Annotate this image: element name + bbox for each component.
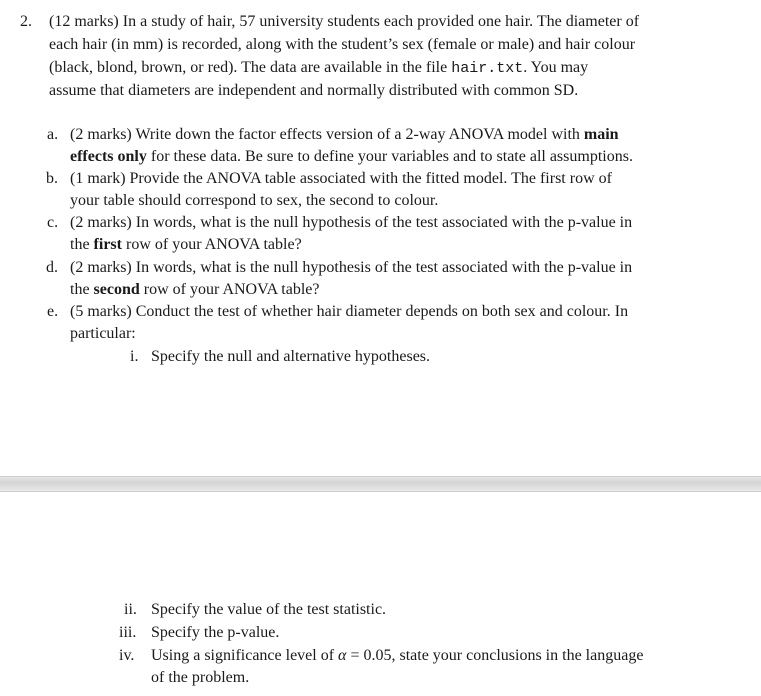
subpart-iv-text: Using a significance level of: [151, 647, 339, 664]
alpha-symbol: α: [338, 647, 347, 664]
part-a-line-1: [70, 124, 619, 146]
part-c-bold-first: first: [93, 236, 122, 253]
subpart-i-marker: i.: [130, 348, 139, 365]
intro-line-1: (12 marks) In a study of hair, 57 university students each provided one hair. The diameter of: [49, 13, 640, 30]
part-a-bold-effects-only: effects only: [70, 148, 147, 165]
subpart-ii-text: Specify the value of the test statistic.: [151, 601, 387, 618]
part-b-marker: b.: [46, 170, 58, 187]
intro-line-4: assume that diameters are independent and normally distributed with common SD.: [49, 82, 579, 99]
part-b-line-1: (1 mark) Provide the ANOVA table associated with the fitted model. The first row of: [70, 170, 612, 187]
subpart-iv-line-2: of the problem.: [151, 669, 250, 686]
part-c-text-2: row of your ANOVA table?: [121, 236, 302, 253]
part-c-text: the: [70, 236, 94, 253]
part-c-line-1: (2 marks) In words, what is the null hypothesis of the test associated with the p-value in: [70, 214, 633, 231]
subpart-iii-text: Specify the p-value.: [151, 624, 280, 641]
question-number: 2.: [20, 13, 32, 30]
part-d-bold-second: second: [93, 281, 140, 298]
data-filename: hair.txt: [451, 60, 524, 77]
part-b-line-2: your table should correspond to sex, the second to colour.: [70, 192, 439, 209]
part-c-marker: c.: [47, 214, 59, 231]
part-d-marker: d.: [46, 259, 58, 276]
intro-line-3-text: (black, blond, brown, or red). The data are available in the file: [49, 59, 452, 76]
part-d-line-2: [70, 279, 319, 301]
subpart-i-text: Specify the null and alternative hypotheses.: [151, 348, 431, 365]
part-a-bold-main: main: [583, 126, 619, 143]
intro-line-3-tail: . You may: [523, 59, 589, 76]
part-d-line-1: (2 marks) In words, what is the null hypothesis of the test associated with the p-value in: [70, 259, 633, 276]
part-a-text: (2 marks) Write down the factor effects version of a 2-way ANOVA model with: [70, 126, 584, 143]
part-a-line-2: [70, 146, 633, 168]
part-a-text-2: for these data. Be sure to define your variables and to state all assumptions.: [146, 148, 633, 165]
part-e-line-1: (5 marks) Conduct the test of whether hair diameter depends on both sex and colour. In: [70, 303, 629, 320]
subpart-iv-line-1: [151, 645, 643, 667]
subpart-iii-marker: iii.: [119, 624, 137, 641]
subpart-iv-text-2: = 0.05, state your conclusions in the language: [346, 647, 644, 664]
part-e-line-2: particular:: [70, 325, 136, 342]
intro-line-3: [49, 57, 588, 80]
part-d-text: the: [70, 281, 94, 298]
page-separator: [0, 476, 761, 492]
part-a-marker: a.: [47, 126, 59, 143]
intro-line-2: each hair (in mm) is recorded, along with the student’s sex (female or male) and hair colour: [49, 36, 636, 53]
part-c-line-2: [70, 234, 302, 256]
subpart-iv-marker: iv.: [119, 647, 135, 664]
part-e-marker: e.: [47, 303, 59, 320]
subpart-ii-marker: ii.: [124, 601, 137, 618]
part-d-text-2: row of your ANOVA table?: [139, 281, 320, 298]
